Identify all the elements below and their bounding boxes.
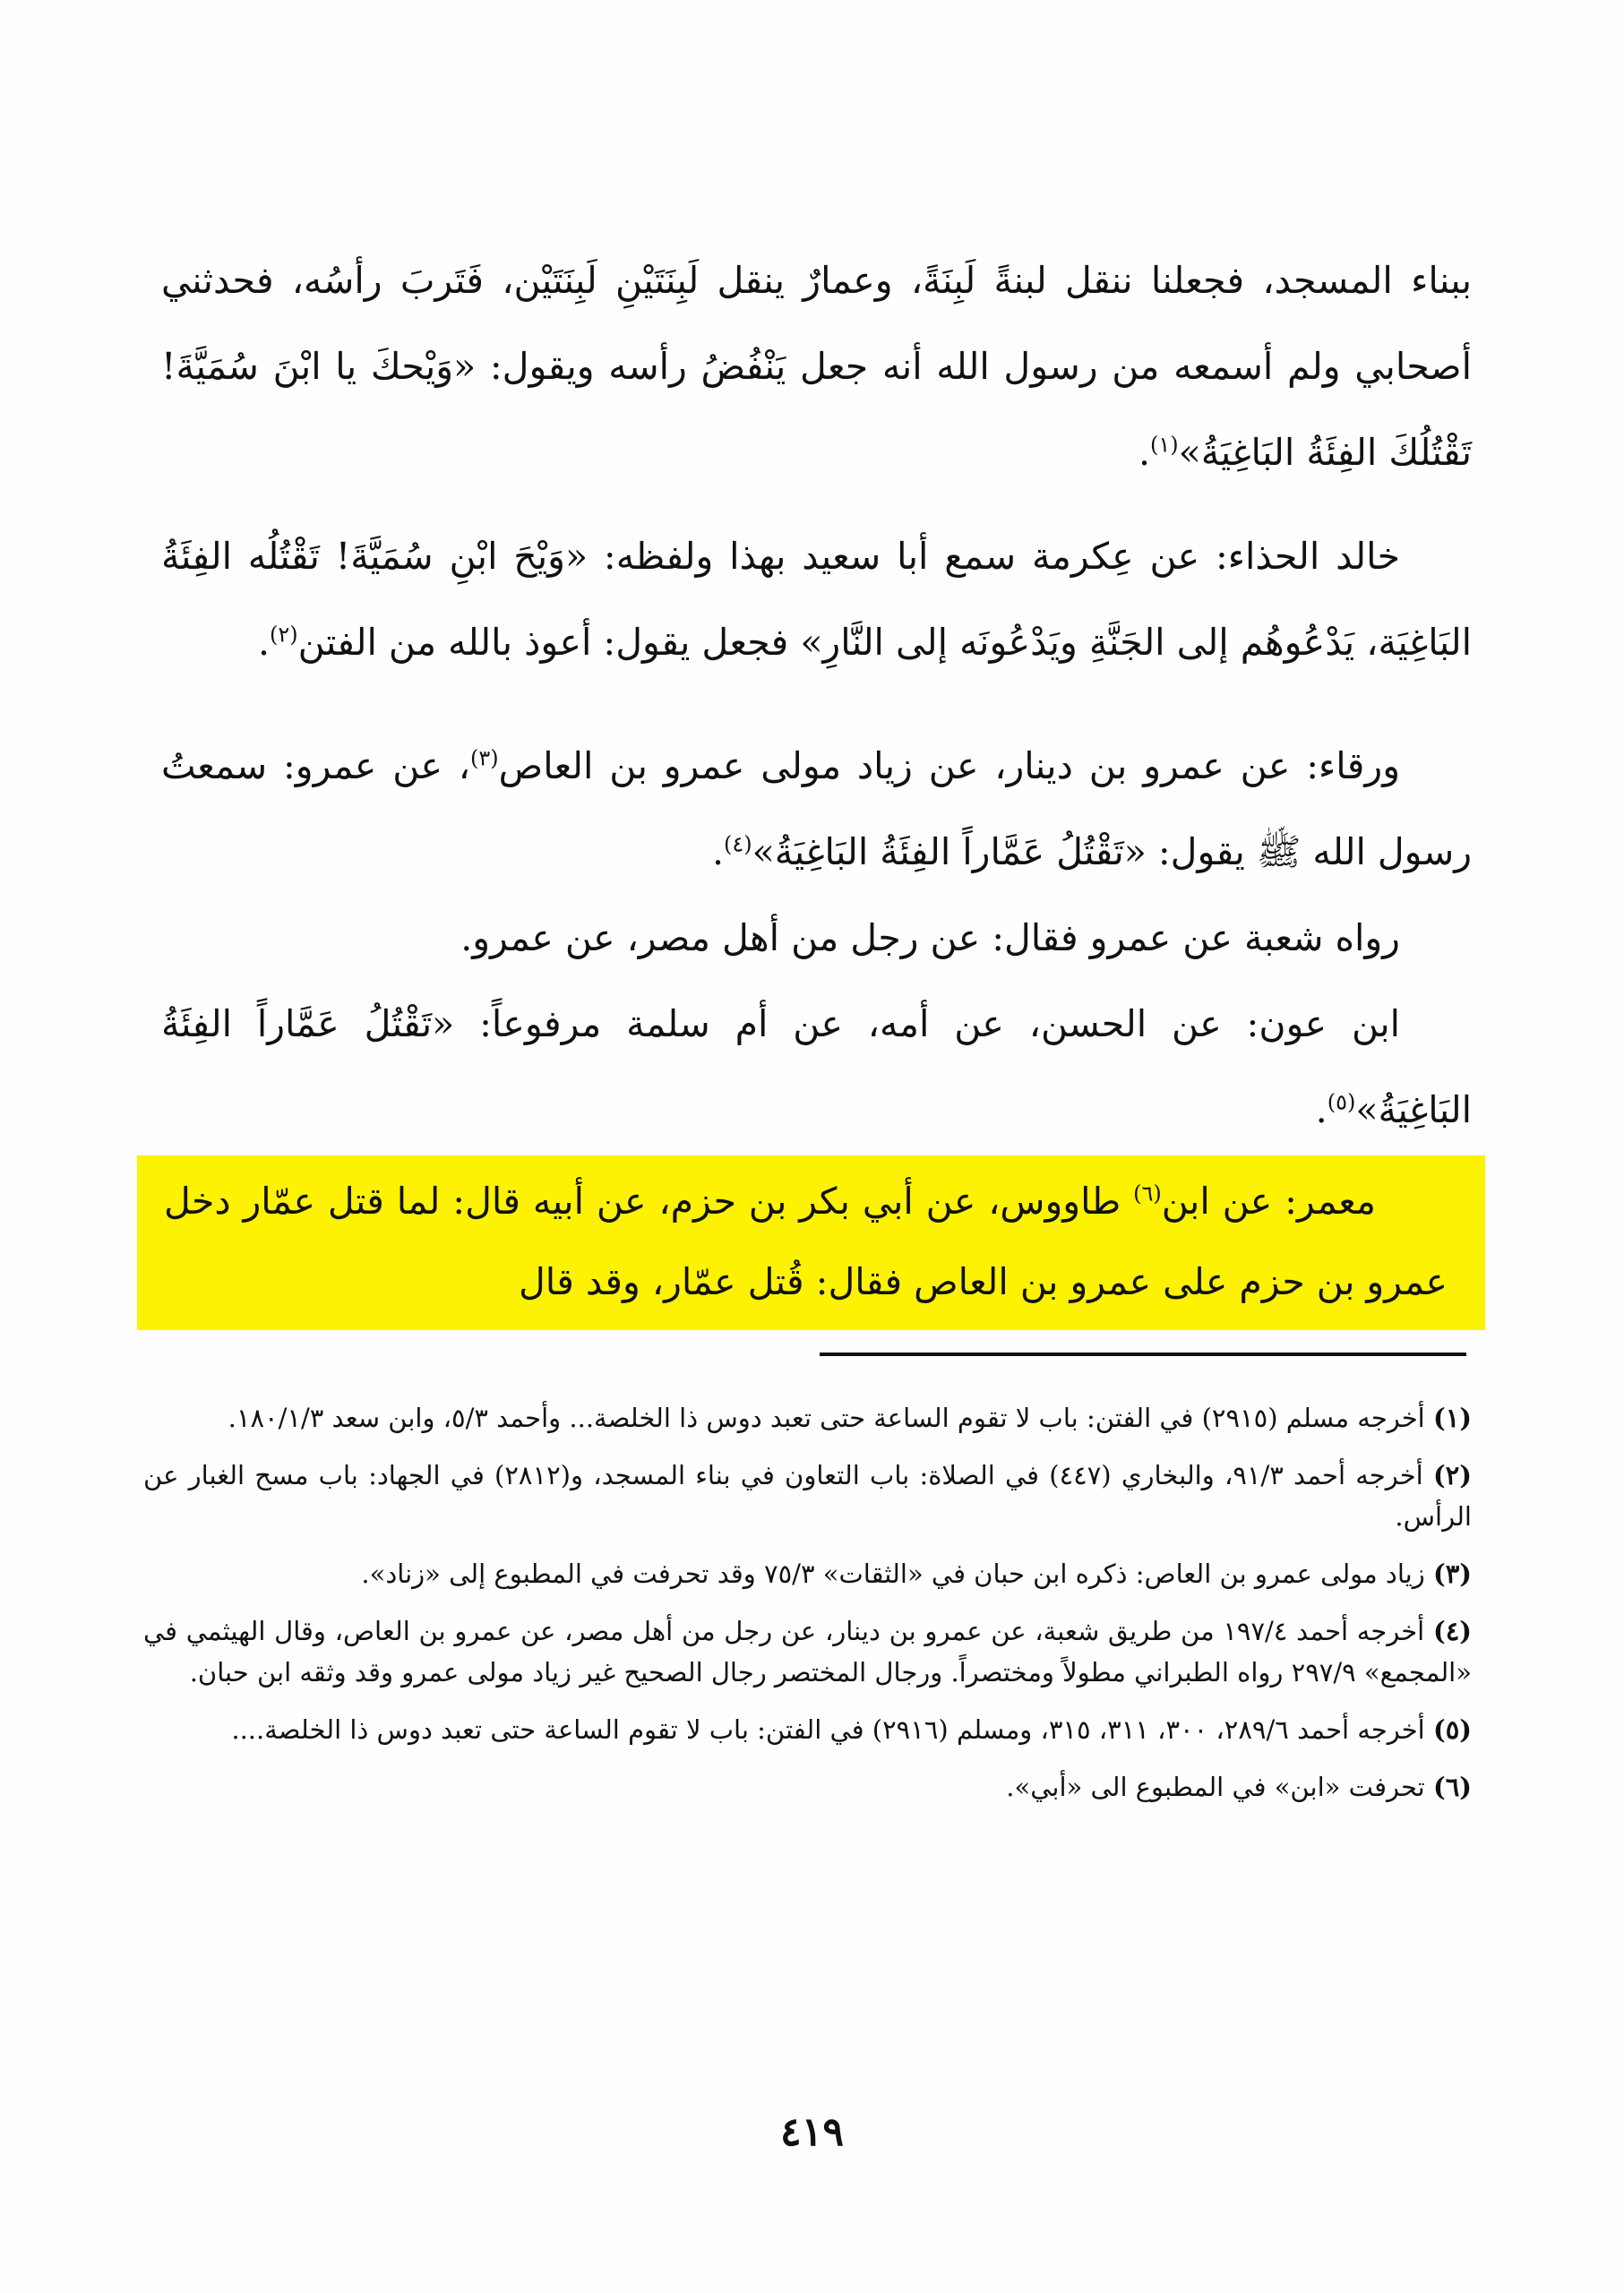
highlighted-text-b: طاووس، عن أبي بكر بن حزم، عن أبيه قال: لما قتل عمّار دخل عمرو بن حزم على عمرو بن العاص فقال: قُتل عمّار، وقد قال <box>164 1180 1448 1303</box>
footnote-text: أخرجه مسلم (٢٩١٥) في الفتن: باب لا تقوم الساعة حتى تعبد دوس ذا الخلصة... وأحمد ٥/٣، وابن سعد ١٨٠/١/٣. <box>228 1403 1425 1433</box>
footnotes <box>143 1397 1472 1824</box>
page-number: ٤١٩ <box>780 2109 844 2155</box>
paragraph-1-text: ببناء المسجد، فجعلنا ننقل لبنةً لَبِنَةً، وعمارٌ ينقل لَبِنَتَيْنِ لَبِنَتَيْن، فَتَربَ رأسُه، فحدثني أصحابي ولم أسمعه من رسول الله أنه جعل يَنْفُضُ رأسه ويقول: «وَيْحكَ يا ابْنَ سُمَيَّةَ! تَقْتُلُكَ الفِئَةُ البَاغِيَةُ» <box>161 259 1472 474</box>
footnote-ref-1[interactable]: (١) <box>1150 432 1179 458</box>
paragraph-3-end: . <box>711 830 724 873</box>
highlighted-paragraph <box>164 1155 1448 1322</box>
paragraph-5-text: ابن عون: عن الحسن، عن أمه، عن أم سلمة مرفوعاً: «تَقْتُلُ عَمَّاراً الفِئَةُ البَاغِيَةُ» <box>161 1002 1472 1131</box>
highlighted-text-a: معمر: عن ابن <box>1161 1180 1376 1223</box>
footnote-text: أخرجه أحمد ١٩٧/٤ من طريق شعبة، عن عمرو بن دينار، عن رجل من أهل مصر، عن عمرو بن العاص، وقال الهيثمي في «المجمع» ٢٩٧/٩ رواه الطبراني مطولاً ومختصراً. ورجال المختصر رجال الصحيح غير زياد مولى عمرو وقد وثقه ابن حبان. <box>143 1616 1472 1688</box>
footnote-ref-5[interactable]: (٥) <box>1327 1089 1356 1115</box>
footnote-ref-3[interactable]: (٣) <box>470 745 499 771</box>
footnote-6 <box>143 1766 1472 1808</box>
footnote-divider <box>820 1353 1466 1356</box>
footnote-ref-2[interactable]: (٢) <box>270 622 298 648</box>
footnote-text: أخرجه أحمد ٩١/٣، والبخاري (٤٤٧) في الصلاة: باب التعاون في بناء المسجد، و(٢٨١٢) في الجهاد: باب مسح الغبار عن الرأس. <box>143 1460 1472 1532</box>
paragraph-4: رواه شعبة عن عمرو فقال: عن رجل من أهل مصر، عن عمرو. <box>460 916 1400 959</box>
footnote-ref-6[interactable]: (٦) <box>1133 1181 1162 1207</box>
paragraph-2-text: خالد الحذاء: عن عِكرمة سمع أبا سعيد بهذا ولفظه: «وَيْحَ ابْنِ سُمَيَّةَ! تَقْتُلُه الفِئَةُ البَاغِيَة، يَدْعُوهُم إلى الجَنَّةِ ويَدْعُونَه إلى النَّارِ» فجعل يقول: أعوذ بالله من الفتن <box>161 535 1472 664</box>
footnote-ref-4[interactable]: (٤) <box>723 831 752 857</box>
paragraph-2 <box>161 513 1472 685</box>
paragraph-3 <box>161 723 1472 895</box>
footnote-4 <box>143 1610 1472 1693</box>
footnote-number: (٤) <box>1432 1616 1472 1646</box>
footnote-number: (٣) <box>1432 1559 1472 1589</box>
main-text <box>161 237 1472 1153</box>
footnote-text: تحرفت «ابن» في المطبوع الى «أبي». <box>1006 1772 1425 1802</box>
footnote-5 <box>143 1709 1472 1750</box>
paragraph-5-end: . <box>1315 1088 1328 1131</box>
footnote-2 <box>143 1455 1472 1537</box>
paragraph-2-end: . <box>257 621 271 664</box>
paragraph-5 <box>161 981 1472 1153</box>
footnote-number: (١) <box>1432 1403 1472 1433</box>
highlighted-passage <box>137 1155 1485 1330</box>
paragraph-3-text-b: ، عن عمرو: سمعتُ رسول الله ﷺ يقول: «تَقْتُلُ عَمَّاراً الفِئَةُ البَاغِيَةُ» <box>161 744 1472 873</box>
footnote-1 <box>143 1397 1472 1438</box>
paragraph-1-end: . <box>1138 431 1151 474</box>
paragraph-1 <box>161 237 1472 495</box>
paragraph-3-text-a: ورقاء: عن عمرو بن دينار، عن زياد مولى عمرو بن العاص <box>498 744 1400 787</box>
footnote-number: (٦) <box>1432 1772 1472 1802</box>
footnote-text: أخرجه أحمد ٢٨٩/٦، ٣٠٠، ٣١١، ٣١٥، ومسلم (٢٩١٦) في الفتن: باب لا تقوم الساعة حتى تعبد دوس ذا الخلصة.... <box>231 1714 1425 1745</box>
footnote-3 <box>143 1553 1472 1594</box>
footnote-text: زياد مولى عمرو بن العاص: ذكره ابن حبان في «الثقات» ٧٥/٣ وقد تحرفت في المطبوع إلى «زناد». <box>361 1559 1425 1589</box>
footnote-number: (٥) <box>1432 1714 1472 1745</box>
footnote-number: (٢) <box>1432 1460 1472 1490</box>
